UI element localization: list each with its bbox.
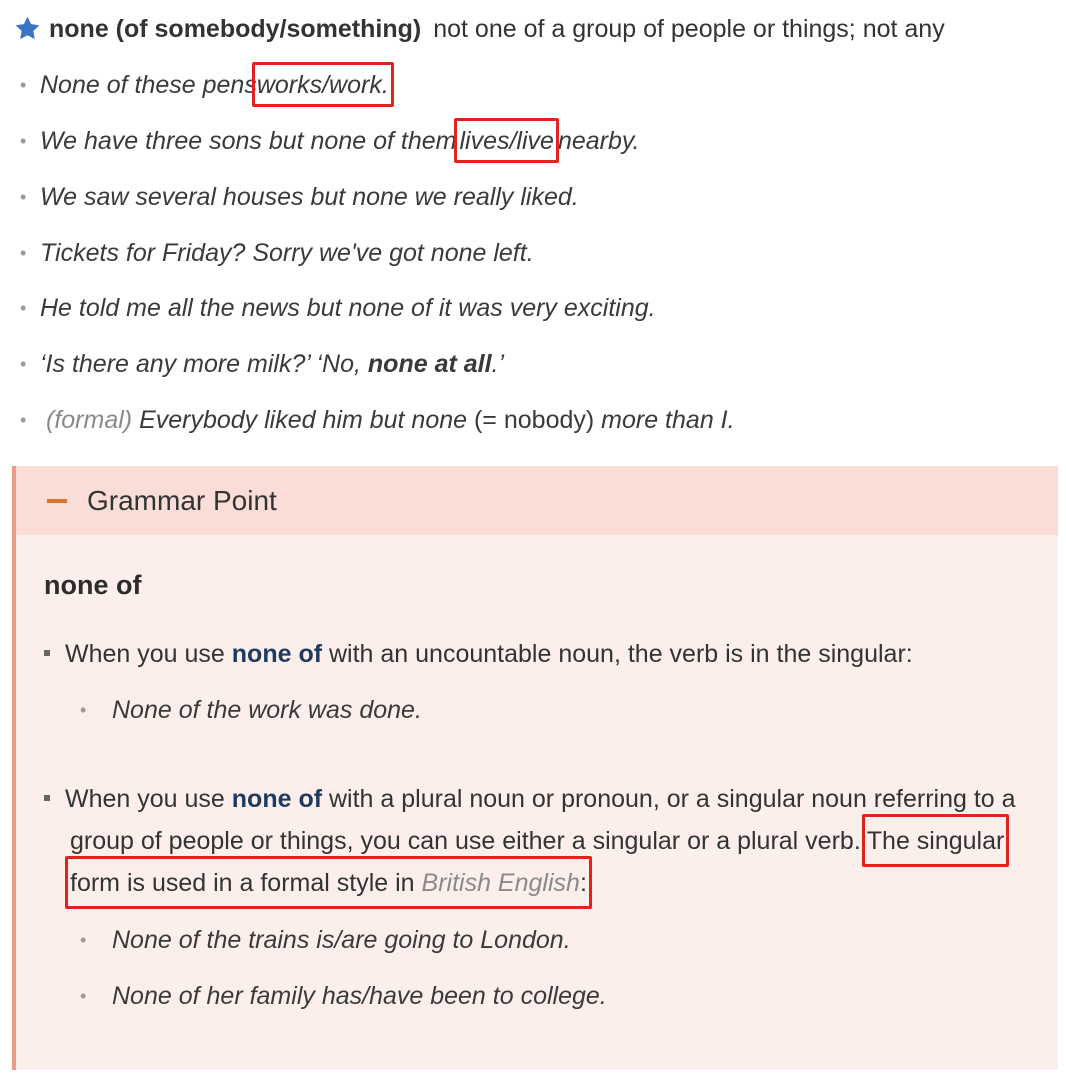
example-sentence: • We have three sons but none of them lives/live nearby.	[20, 124, 639, 158]
bullet-icon: •	[20, 410, 27, 430]
grammar-point-title: Grammar Point	[87, 485, 277, 516]
grammar-point-item: When you use none of with an uncountable noun, the verb is in the singular:	[44, 633, 913, 675]
bullet-icon: •	[20, 131, 27, 151]
highlighted-text: form is used in a formal style in British English:	[70, 862, 587, 904]
example-sentence: • ‘Is there any more milk?’ ‘No, none at all.’	[20, 347, 504, 381]
square-bullet-icon	[44, 650, 50, 656]
bullet-icon: •	[80, 700, 87, 720]
bullet-icon: •	[20, 75, 27, 95]
grammar-heading: none of	[44, 570, 142, 600]
entry-headword-row	[14, 12, 945, 46]
bullet-icon: •	[80, 930, 87, 950]
example-sentence: • (formal) Everybody liked him but none (= nobody) more than I.	[20, 403, 735, 437]
highlighted-text: lives/live	[459, 124, 553, 158]
square-bullet-icon	[44, 795, 50, 801]
example-sentence: • None of these pensworks/work.	[20, 68, 389, 102]
register-label: (formal)	[46, 406, 133, 434]
grammar-example: • None of the trains is/are going to London.	[80, 923, 571, 957]
grammar-point-item-line2: group of people or things, you can use either a singular or a plural verb. The singular	[70, 820, 1004, 862]
headword: none (of somebody/something)	[49, 15, 422, 43]
bullet-icon: •	[80, 986, 87, 1006]
bullet-icon: •	[20, 187, 27, 207]
grammar-example: • None of the work was done.	[80, 693, 422, 727]
bullet-icon: •	[20, 354, 27, 374]
definition: not one of a group of people or things; not any	[433, 15, 945, 43]
grammar-point-header[interactable]	[16, 466, 1058, 535]
highlighted-text: works/work.	[257, 68, 389, 102]
collapse-icon[interactable]	[47, 499, 67, 503]
highlighted-text: The singular	[867, 820, 1005, 862]
grammar-point-item-line3	[70, 862, 587, 904]
bullet-icon: •	[20, 298, 27, 318]
example-sentence: • Tickets for Friday? Sorry we've got none left.	[20, 236, 534, 270]
example-sentence: • He told me all the news but none of it was very exciting.	[20, 291, 656, 325]
grammar-point-item: When you use none of with a plural noun or pronoun, or a singular noun referring to a	[44, 778, 1016, 820]
bullet-icon: •	[20, 243, 27, 263]
example-sentence: • We saw several houses but none we really liked.	[20, 180, 579, 214]
grammar-example: • None of her family has/have been to college.	[80, 979, 607, 1013]
star-icon	[14, 15, 41, 42]
